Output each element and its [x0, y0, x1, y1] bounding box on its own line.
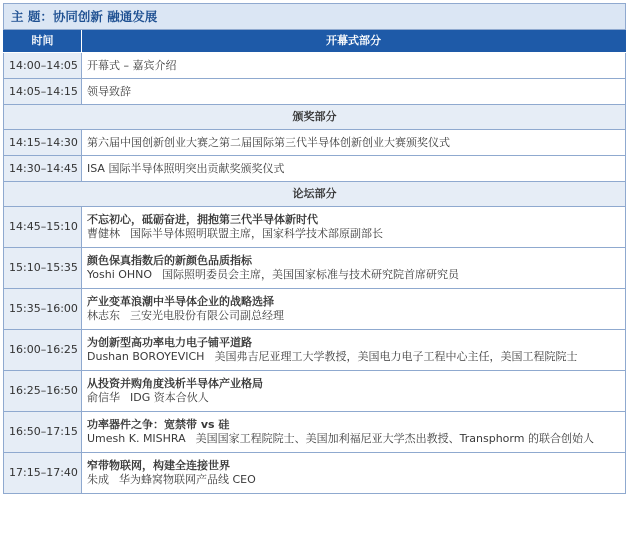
time-cell: 17:15–17:40 [4, 453, 82, 494]
time-cell: 14:15–14:30 [4, 130, 82, 156]
speaker-role: 华为蜂窝物联网产品线 CEO [119, 473, 256, 486]
time-cell: 16:00–16:25 [4, 330, 82, 371]
talk-cell [82, 330, 626, 371]
speaker-name: Umesh K. MISHRA [87, 432, 186, 445]
time-cell: 14:05–14:15 [4, 79, 82, 105]
award-section-title: 颁奖部分 [4, 105, 626, 130]
speaker-role: 国际半导体照明联盟主席，国家科学技术部原副部长 [130, 227, 383, 240]
section-row [4, 182, 626, 207]
talk-cell [82, 371, 626, 412]
time-cell: 14:30–14:45 [4, 156, 82, 182]
session-title: 开幕式 – 嘉宾介绍 [82, 53, 626, 79]
time-cell: 14:00–14:05 [4, 53, 82, 79]
speaker-role: 三安光电股份有限公司副总经理 [130, 309, 284, 322]
table-row [4, 156, 626, 182]
session-title: 第六届中国创新创业大赛之第二届国际第三代半导体创新创业大赛颁奖仪式 [82, 130, 626, 156]
talk-topic: 产业变革浪潮中半导体企业的战略选择 [87, 295, 274, 308]
forum-section-title: 论坛部分 [4, 182, 626, 207]
time-cell: 15:10–15:35 [4, 248, 82, 289]
time-cell: 15:35–16:00 [4, 289, 82, 330]
talk-cell [82, 248, 626, 289]
table-row [4, 330, 626, 371]
header-row [4, 30, 626, 53]
table-row [4, 289, 626, 330]
table-row [4, 79, 626, 105]
talk-cell [82, 207, 626, 248]
talk-topic: 从投资并购角度浅析半导体产业格局 [87, 377, 263, 390]
talk-topic: 为创新型高功率电力电子铺平道路 [87, 336, 252, 349]
speaker-name: 朱成 [87, 473, 109, 486]
talk-topic: 功率器件之争：宽禁带 vs 硅 [87, 418, 230, 431]
table-row [4, 130, 626, 156]
session-title: 领导致辞 [82, 79, 626, 105]
agenda-table [3, 3, 626, 494]
talk-topic: 窄带物联网，构建全连接世界 [87, 459, 230, 472]
talk-cell [82, 412, 626, 453]
session-title: ISA 国际半导体照明突出贡献奖颁奖仪式 [82, 156, 626, 182]
speaker-role: IDG 资本合伙人 [130, 391, 209, 404]
theme-title: 主 题：协同创新 融通发展 [4, 4, 626, 30]
talk-topic: 颜色保真指数后的新颜色品质指标 [87, 254, 252, 267]
speaker-name: 曹健林 [87, 227, 120, 240]
table-row [4, 453, 626, 494]
table-row [4, 248, 626, 289]
speaker-name: Yoshi OHNO [87, 268, 153, 281]
time-cell: 16:50–17:15 [4, 412, 82, 453]
table-row [4, 53, 626, 79]
table-row [4, 371, 626, 412]
talk-topic: 不忘初心，砥砺奋进，拥抱第三代半导体新时代 [87, 213, 318, 226]
table-row [4, 412, 626, 453]
speaker-role: 美国国家工程院院士、美国加利福尼亚大学杰出教授、Transphorm 的联合创始人 [195, 432, 594, 445]
talk-cell [82, 453, 626, 494]
table-row [4, 207, 626, 248]
agenda [3, 3, 625, 494]
speaker-name: Dushan BOROYEVICH [87, 350, 205, 363]
time-cell: 16:25–16:50 [4, 371, 82, 412]
section-row [4, 105, 626, 130]
speaker-name: 林志东 [87, 309, 120, 322]
time-cell: 14:45–15:10 [4, 207, 82, 248]
speaker-name: 俞信华 [87, 391, 120, 404]
opening-section-header: 开幕式部分 [82, 30, 626, 53]
speaker-role: 美国弗吉尼亚理工大学教授，美国电力电子工程中心主任，美国工程院院士 [214, 350, 578, 363]
time-header: 时间 [4, 30, 82, 53]
talk-cell [82, 289, 626, 330]
theme-row [4, 4, 626, 30]
speaker-role: 国际照明委员会主席，美国国家标准与技术研究院首席研究员 [162, 268, 460, 281]
